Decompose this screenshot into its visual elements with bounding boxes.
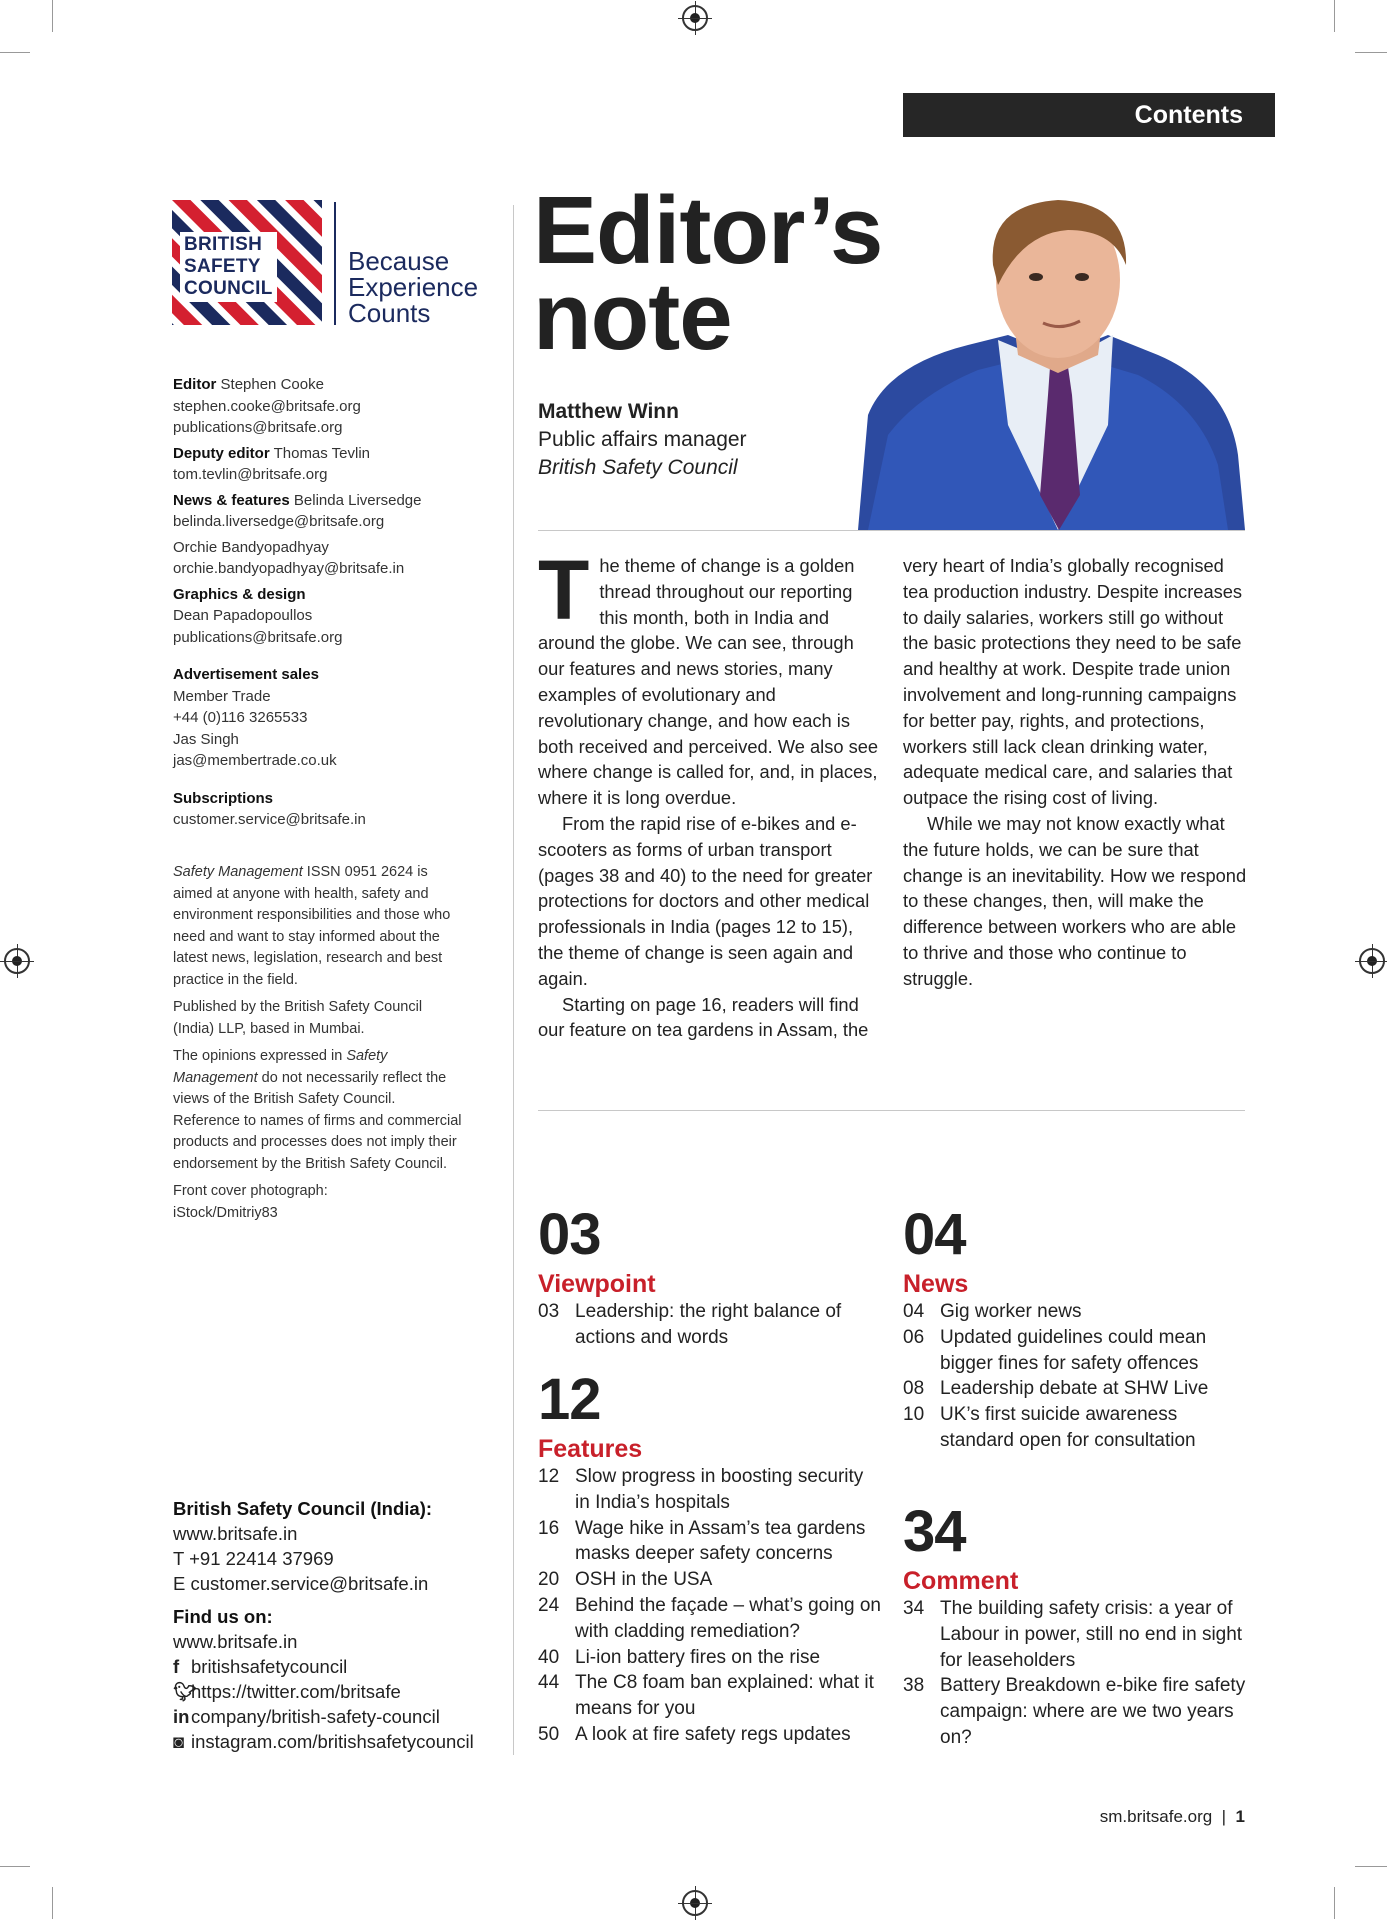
author-portrait <box>858 195 1245 530</box>
crop-mark <box>1355 52 1387 53</box>
footer-site[interactable]: sm.britsafe.org <box>1099 1807 1213 1826</box>
section-title: News <box>903 1270 969 1298</box>
article-column-1: The theme of change is a golden thread throughout our reporting this month, both in India and around the globe. We can see, through our features and news stories, many examples of evolutionary and revolutionary change, and how each is both received and perceived. We also see where change is called for, and, in places, where it is long overdue. From the rapid rise of e-bikes and e-scooters as forms of urban transport (pages 38 and 40) to the need for greater protections for doctors and other medical professionals in India (pages 12 to 15), the theme of change is seen again and again. Starting on page 16, readers will find our feature on tea gardens in Assam, the <box>538 543 879 1041</box>
toc-entry[interactable]: 44 The C8 foam ban explained: what it means for you <box>538 1672 874 1720</box>
toc-section-comment <box>903 1499 1248 1751</box>
toc-entry[interactable]: 38 Battery Breakdown e-bike fire safety campaign: where are we two years on? <box>903 1675 1246 1748</box>
staff-subscriptions: Subscriptions customer.service@britsafe.in <box>173 789 366 828</box>
email-link[interactable]: E customer.service@britsafe.in <box>173 1573 429 1594</box>
staff-deputy-editor: Deputy editor Thomas Tevlin tom.tevlin@britsafe.org <box>173 444 371 483</box>
toc-entry[interactable]: 06 Updated guidelines could mean bigger fines for safety offences <box>903 1326 1207 1374</box>
instagram-icon: ◙ <box>173 1731 185 1752</box>
section-page-number: 34 <box>903 1499 966 1564</box>
find-website-link[interactable]: www.britsafe.in <box>173 1631 298 1652</box>
toc-section-features <box>538 1367 883 1748</box>
twitter-icon: 🐦︎ <box>173 1681 197 1702</box>
instagram-link[interactable]: ◙ instagram.com/britishsafetycouncil <box>173 1731 474 1752</box>
crop-mark <box>52 1887 53 1919</box>
registration-mark-icon <box>4 948 30 974</box>
logo-divider <box>334 202 336 325</box>
registration-mark-icon <box>682 1890 708 1916</box>
toc-entry[interactable]: 40 Li-ion battery fires on the rise <box>538 1646 821 1668</box>
twitter-link[interactable]: 🐦︎https://twitter.com/britsafe <box>173 1681 401 1702</box>
crop-mark <box>1334 1887 1335 1919</box>
article-column-2: very heart of India’s globally recognised tea production industry. Despite increases to daily salaries, workers still go without the basic protections they need to be safe and healthy at work. Despite trade union involvement and long-running campaigns for better pay, rights, and protections, workers still lack clean drinking water, adequate medical care, and salaries that outpace the rising cost of living. While we may not know exactly what the future holds, we can be sure that change is an inevitability. How we respond to these changes, then, will make the difference between workers who are able to thrive and those who continue to struggle. <box>903 555 1247 989</box>
publication-disclaimer: Safety Management ISSN 0951 2624 is aimed at anyone with health, safety and environment responsibilities and those who need and want to stay informed about the latest news, legislation, research and best practice in the field. Published by the British Safety Council (India) LLP, based in Mumbai. The opinions expressed in Safety Management do not necessarily reflect the views of the British Safety Council. Reference to names of firms and commercial products and processes does not imply their endorsement by the British Safety Council. Front cover photograph: iStock/Dmitriy83 <box>173 864 462 1221</box>
toc-entry[interactable]: 12 Slow progress in boosting security in India’s hospitals <box>538 1466 864 1513</box>
section-title: Features <box>538 1435 643 1463</box>
facebook-link[interactable]: f britishsafetycouncil <box>173 1656 348 1677</box>
toc-entry[interactable]: 20 OSH in the USA <box>538 1569 713 1591</box>
staff-graphics: Graphics & design Dean Papadopoullos publications@britsafe.org <box>173 585 343 646</box>
section-title: Comment <box>903 1567 1019 1595</box>
crop-mark <box>1355 1866 1387 1867</box>
toc-entry[interactable]: 50 A look at fire safety regs updates <box>538 1723 851 1745</box>
staff-advertising: Advertisement sales Member Trade +44 (0)116 3265533 Jas Singh jas@membertrade.co.uk <box>173 666 337 769</box>
page-title: Editor’s note <box>533 177 883 370</box>
crop-mark <box>0 52 30 53</box>
linkedin-link[interactable]: incompany/british-safety-council <box>173 1706 440 1727</box>
toc-entry[interactable]: 16 Wage hike in Assam’s tea gardens masks deeper safety concerns <box>538 1517 866 1565</box>
toc-entry[interactable]: 34 The building safety crisis: a year of Labour in power, still no end in sight for leaseholders <box>903 1598 1243 1671</box>
crop-mark <box>0 1866 30 1867</box>
logo-tagline: Because Experience Counts <box>348 246 479 328</box>
website-link[interactable]: www.britsafe.in <box>173 1523 298 1544</box>
toc-entry[interactable]: 24 Behind the façade – what’s going on with cladding remediation? <box>538 1594 881 1642</box>
divider-rule <box>538 1110 1245 1111</box>
page-number: 1 <box>1235 1807 1245 1826</box>
linkedin-icon: in <box>173 1706 190 1727</box>
contact-info: British Safety Council (India): www.britsafe.in T +91 22414 37969 E customer.service@britsafe.in Find us on: www.britsafe.in f britishsafetycouncil 🐦︎https://twitter.com/britsafe incompany/british-safety-council ◙ instagram.com/britishsafetycouncil <box>173 1498 474 1752</box>
staff-list <box>173 374 463 835</box>
staff-news-features-2: Orchie Bandyopadhyay orchie.bandyopadhyay@britsafe.in <box>173 538 405 577</box>
crop-mark <box>1334 0 1335 32</box>
toc-section-news <box>903 1202 1248 1454</box>
page-footer: sm.britsafe.org | 1 <box>1099 1807 1245 1826</box>
logo-wordmark: BRITISH SAFETY COUNCIL <box>180 232 277 302</box>
divider-rule <box>538 530 1245 531</box>
column-divider <box>513 205 514 1755</box>
crop-mark <box>52 0 53 32</box>
author-byline: Matthew Winn Public affairs manager British Safety Council <box>538 400 747 479</box>
section-page-number: 03 <box>538 1202 601 1267</box>
facebook-icon: f <box>173 1656 180 1677</box>
contents-tab: Contents <box>903 93 1275 137</box>
section-page-number: 12 <box>538 1367 601 1432</box>
drop-cap: T <box>538 543 590 637</box>
registration-mark-icon <box>682 5 708 31</box>
section-title: Viewpoint <box>538 1270 656 1298</box>
toc-entry[interactable]: 08 Leadership debate at SHW Live <box>903 1378 1209 1400</box>
toc-section-viewpoint <box>538 1202 878 1351</box>
toc-entry[interactable]: 10 UK’s first suicide awareness standard open for consultation <box>903 1404 1196 1451</box>
toc-entry[interactable]: 03 Leadership: the right balance of actions and words <box>538 1301 842 1348</box>
staff-news-features: News & features Belinda Liversedge belinda.liversedge@britsafe.org <box>173 491 422 530</box>
staff-editor: Editor Stephen Cooke stephen.cooke@britsafe.org publications@britsafe.org <box>173 376 361 436</box>
toc-entry[interactable]: 04 Gig worker news <box>903 1301 1082 1322</box>
registration-mark-icon <box>1359 948 1385 974</box>
section-page-number: 04 <box>903 1202 966 1267</box>
